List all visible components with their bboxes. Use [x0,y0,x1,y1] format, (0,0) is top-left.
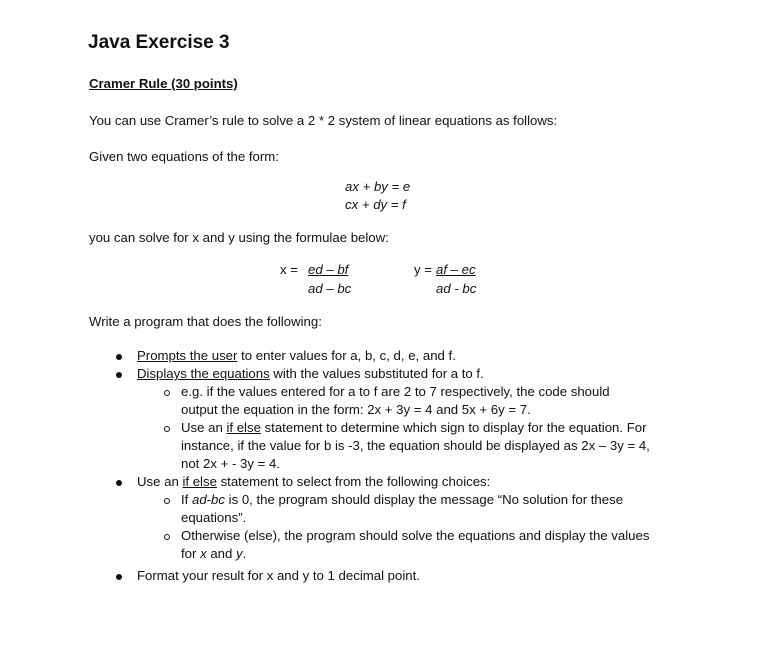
list-item [137,348,456,363]
write-paragraph: Write a program that does the following: [89,314,322,329]
sub-item-text: Otherwise (else), the program should solve the equations and display the values [181,528,650,543]
equation-1: ax + by = e [345,179,411,194]
formula-x-denominator: ad – bc [308,281,352,296]
sub-item-text: for [181,546,201,561]
given-paragraph: Given two equations of the form: [89,149,279,164]
solve-paragraph: you can solve for x and y using the formulae below: [89,230,389,245]
sub-item-text: not 2x + - 3y = 4. [181,456,280,471]
formula-y-lhs: y = [414,262,432,277]
intro-paragraph: You can use Cramer’s rule to solve a 2 * 2 system of linear equations as follows: [89,113,558,128]
term-link: if else [182,474,217,489]
sub-item-text: . [242,546,247,561]
formula-x-lhs: x = [280,262,298,277]
sub-item-text: e.g. if the values entered for a to f are 2 to 7 respectively, the code should [181,384,610,399]
sub-item [181,420,646,435]
sub-item [181,546,246,561]
item-text: to enter values for a, b, c, d, e, and f. [237,348,456,363]
sub-item-italic: ad-bc [192,492,225,507]
circle-bullet-icon [164,534,170,540]
equation-2: cx + dy = f [345,197,406,212]
sub-item [181,492,623,507]
list-item [137,366,484,381]
var-y: y [236,546,243,561]
list-item [137,474,490,489]
circle-bullet-icon [164,390,170,396]
formula-y-numerator: af – ec [436,262,476,277]
bullet-icon [116,354,122,360]
list-item: Format your result for x and y to 1 decimal point. [137,568,420,583]
formula-x-numerator: ed – bf [308,262,349,277]
circle-bullet-icon [164,498,170,504]
sub-item-text: Use an [181,420,227,435]
bullet-icon [116,480,122,486]
sub-item-text: equations”. [181,510,247,525]
sub-item-text: output the equation in the form: 2x + 3y = 4 and 5x + 6y = 7. [181,402,531,417]
var-x: x [200,546,207,561]
term-link: Prompts the user [137,348,238,363]
item-text: with the values substituted for a to f. [269,366,484,381]
formula-y-denominator: ad - bc [436,281,477,296]
sub-item-text: If [181,492,192,507]
sub-item-text: statement to determine which sign to display for the equation. For [260,420,647,435]
sub-item-text: is 0, the program should display the message “No solution for these [225,492,624,507]
term-link: if else [226,420,261,435]
item-text: Use an [137,474,183,489]
circle-bullet-icon [164,426,170,432]
item-text: statement to select from the following choices: [216,474,491,489]
bullet-icon [116,574,122,580]
term-link: Displays the equations [137,366,270,381]
sub-item-text: and [206,546,236,561]
page-title: Java Exercise 3 [88,32,230,53]
section-heading: Cramer Rule (30 points) [89,76,238,91]
bullet-icon [116,372,122,378]
sub-item-text: instance, if the value for b is -3, the equation should be displayed as 2x – 3y = 4, [181,438,650,453]
